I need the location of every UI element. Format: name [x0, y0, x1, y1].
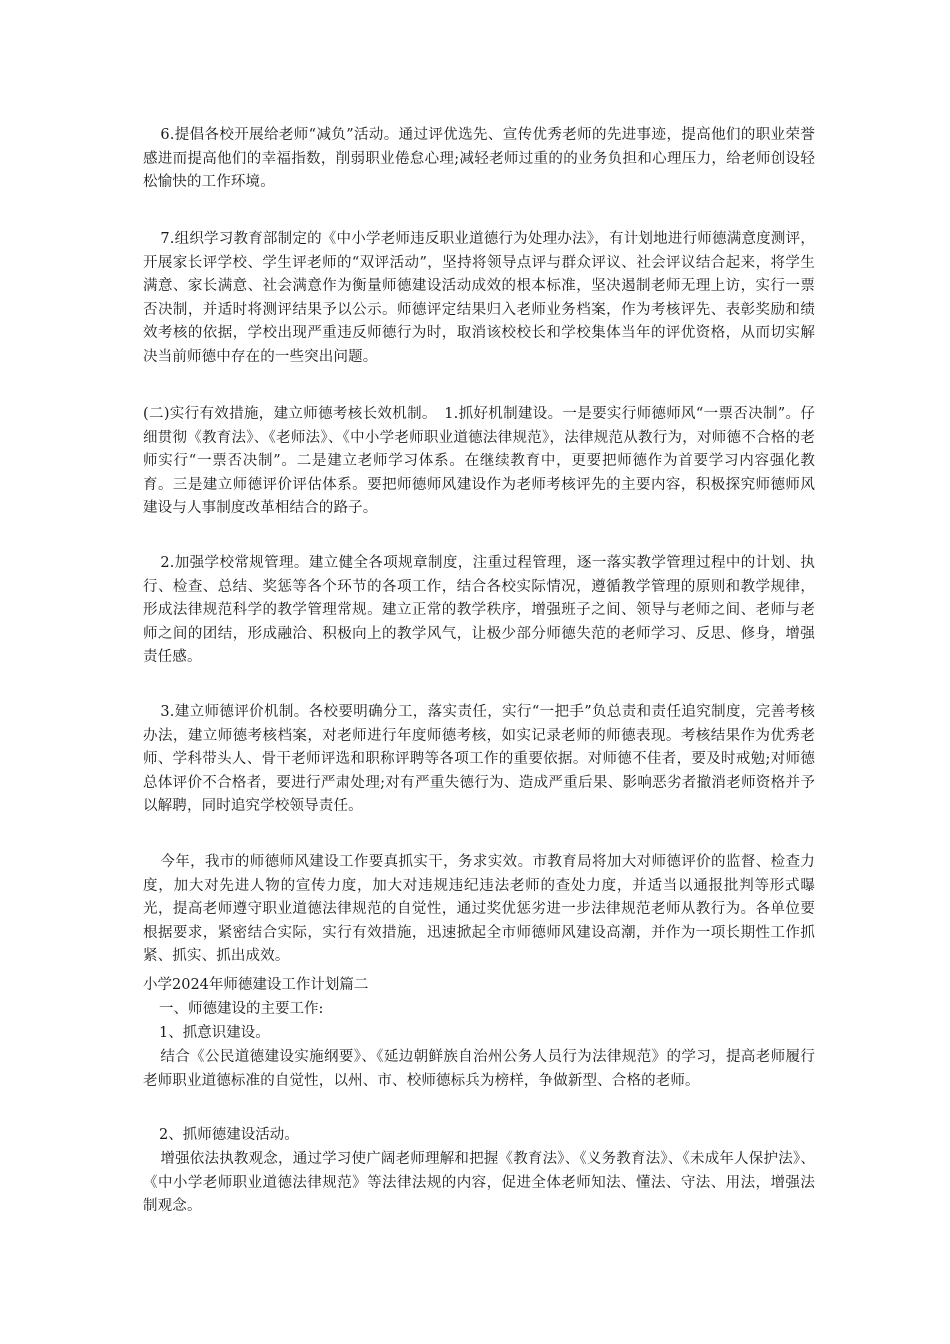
paragraph-awareness: 结合《公民道德建设实施纲要》、《延边朝鲜族自治州公务人员行为法律规范》的学习，提高老师履行老师职业道德标准的自觉性，以州、市、校师德标兵为榜样，争做新型、合格的老师。	[143, 1049, 815, 1089]
paragraph-this-year: 今年，我市的师德师风建设工作要真抓实干，务求实效。市教育局将加大对师德评价的监督、检查力度，加大对先进人物的宣传力度，加大对违规违纪违法老师的查处力度，并适当以通报批判等形式曝光，提高老师遵守职业道德法律规范的自觉性，通过奖优惩劣进一步法律规范老师从教行为。各单位要根据要求，紧密结合实际，实行有效措施，迅速掀起全市师德师风建设高潮，并作为一项长期性工作抓紧、抓实、抓出成效。	[143, 854, 815, 965]
heading-awareness: 1、抓意识建设。	[159, 1025, 270, 1041]
paragraph-item-3: 3.建立师德评价机制。各校要明确分工，落实责任，实行“一把手”负总责和责任追究制度，完善考核办法，建立师德考核档案，对老师进行年度师德考核，如实记录老师的师德表现。考核结果作为优秀老师、学科带头人、骨干老师评选和职称评聘等各项工作的重要依据。对师德不佳者，要及时戒勉;对师德总体评价不合格者，要进行严肃处理;对有严重失德行为、造成严重后果、影响恶劣者撤消老师资格并予以解聘，同时追究学校领导责任。	[143, 704, 815, 815]
heading-activities: 2、抓师德建设活动。	[159, 1127, 299, 1143]
section-title: 小学2024年师德建设工作计划篇二	[143, 977, 369, 993]
paragraph-item-2: 2.加强学校常规管理。建立健全各项规章制度，注重过程管理，逐一落实教学管理过程中的计划、执行、检查、总结、奖惩等各个环节的各项工作，结合各校实际情况，遵循教学管理的原则和教学规律，形成法律规范科学的教学管理常规。建立正常的教学秩序，增强班子之间、领导与老师之间、老师与老师之间的团结，形成融洽、积极向上的教学风气，让极少部分师德失范的老师学习、反思、修身，增强责任感。	[143, 555, 815, 666]
paragraph-item-6: 6.提倡各校开展给老师“减负”活动。通过评优选先、宣传优秀老师的先进事迹，提高他们的职业荣誉感进而提高他们的幸福指数，削弱职业倦怠心理;减轻老师过重的的业务负担和心理压力，给老师创设轻松愉快的工作环境。	[143, 127, 815, 191]
paragraph-item-7: 7.组织学习教育部制定的《中小学老师违反职业道德行为处理办法》，有计划地进行师德满意度测评，开展家长评学校、学生评老师的“双评活动”，坚持将领导点评与群众评议、社会评议结合起来，将学生满意、家长满意、社会满意作为衡量师德建设活动成效的根本标准，坚决遏制老师无理上访，实行一票否决制，并适时将测评结果予以公示。师德评定结果归入老师业务档案，作为考核评先、表彰奖励和绩效考核的依据，学校出现严重违反师德行为时，取消该校校长和学校集体当年的评优资格，从而切实解决当前师德中存在的一些突出问题。	[143, 231, 815, 365]
paragraph-section-two: (二)实行有效措施，建立师德考核长效机制。 1.抓好机制建设。一是要实行师德师风“一票否决制”。仔细贯彻《教育法》、《老师法》、《中小学老师职业道德法律规范》，法律规范从教行为，对师德不合格的老师实行“一票否决制”。二是建立老师学习体系。在继续教育中，更要把师德作为首要学习内容强化教育。三是建立师德评价评估体系。要把师德师风建设作为老师考核评先的主要内容，积极探究师德师风建设与人事制度改革相结合的路子。	[143, 406, 815, 517]
heading-main-work: 一、师德建设的主要工作:	[159, 1001, 324, 1017]
paragraph-activities: 增强依法执教观念，通过学习使广阔老师理解和把握《教育法》、《义务教育法》、《未成年人保护法》、《中小学老师职业道德法律规范》等法律法规的内容，促进全体老师知法、懂法、守法、用法，增强法制观念。	[143, 1151, 815, 1215]
